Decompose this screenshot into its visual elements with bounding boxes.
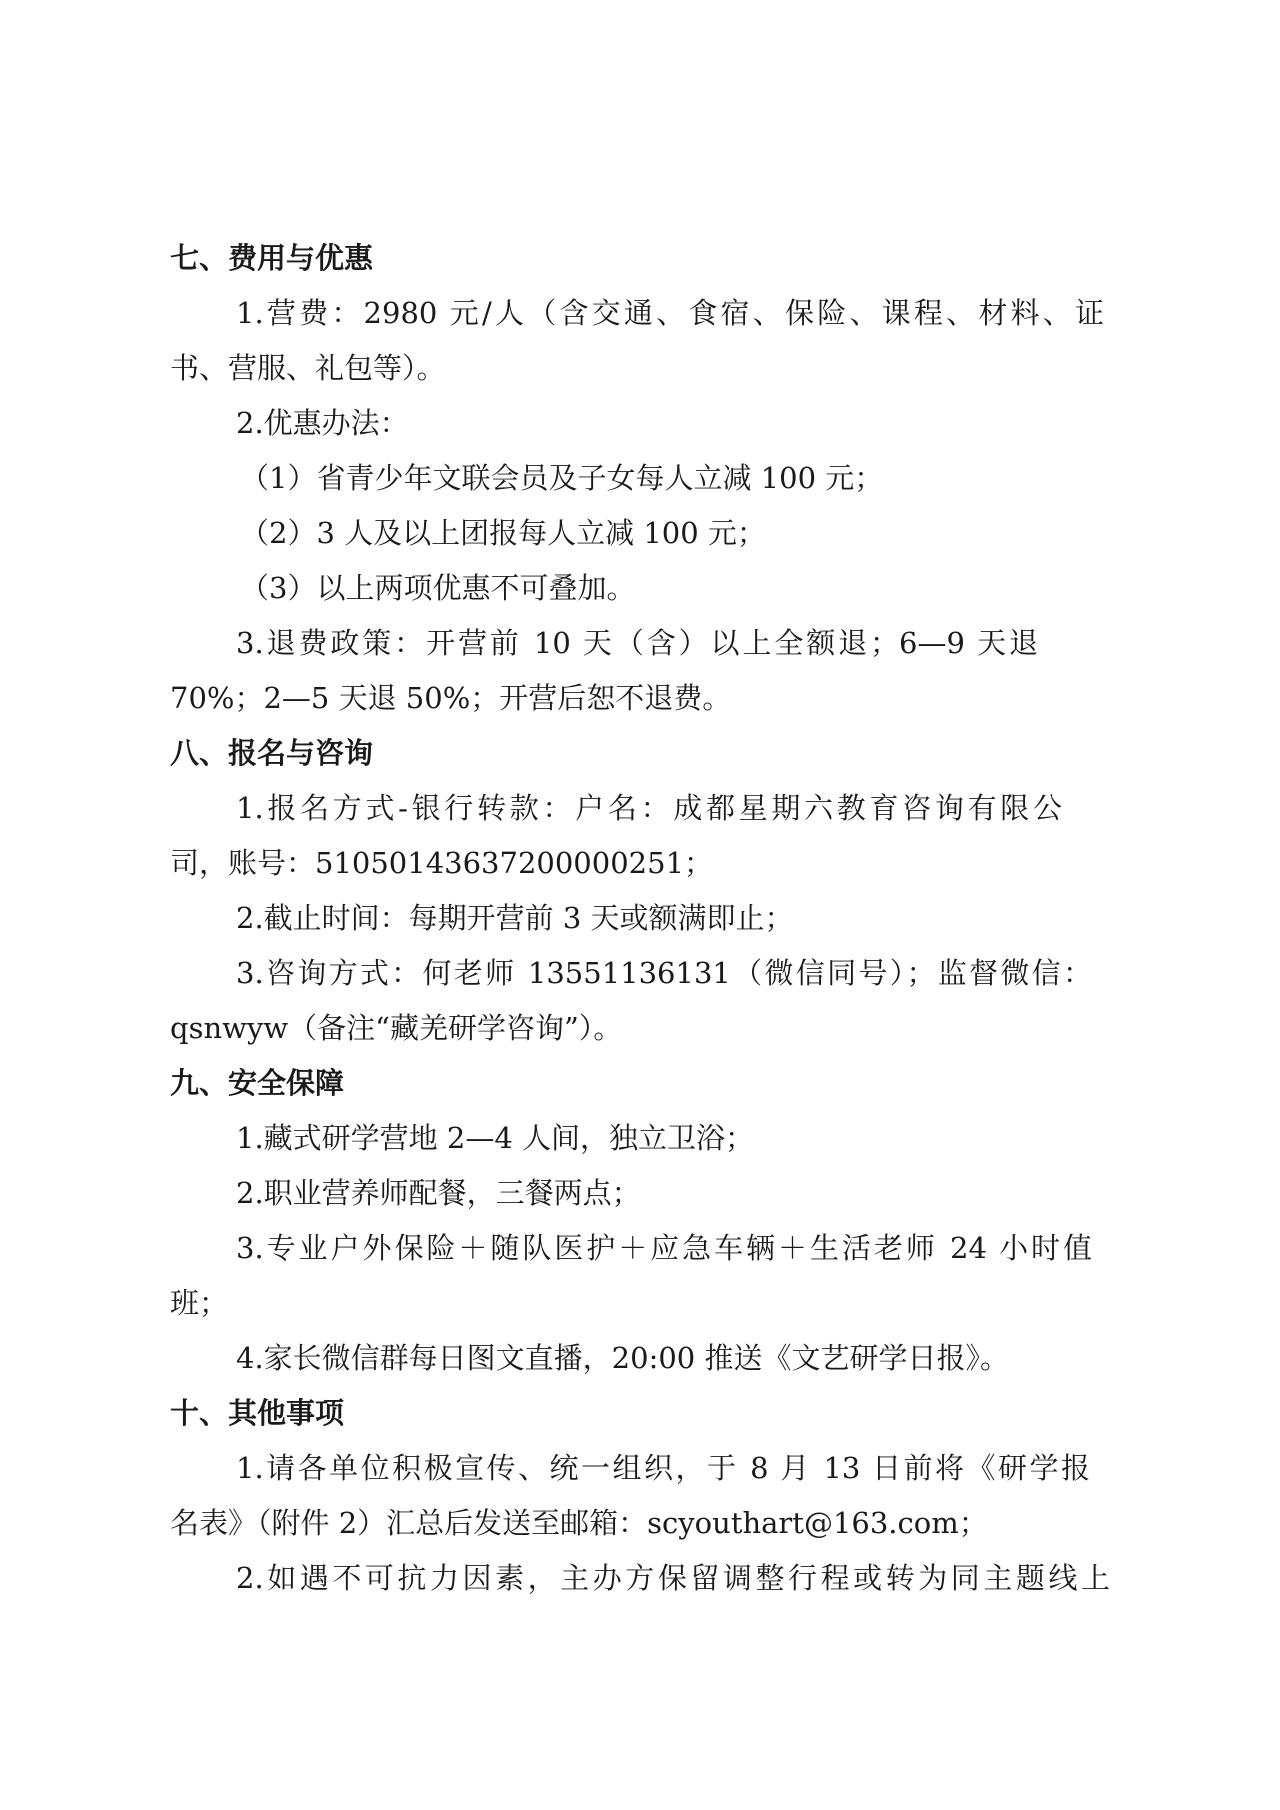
registration-line-2: 司，账号：51050143637200000251； — [170, 846, 714, 880]
section-heading-registration: 八、报名与咨询 — [170, 736, 374, 770]
safety-line-3: 3.专业户外保险＋随队医护＋应急车辆＋生活老师 24 小时值 — [236, 1231, 1092, 1265]
other-line-2: 名表》（附件 2）汇总后发送至邮箱：scyouthart@163.com； — [170, 1506, 988, 1540]
safety-line-4: 班； — [170, 1286, 229, 1320]
safety-line-1: 1.藏式研学营地 2—4 人间，独立卫浴； — [236, 1121, 755, 1155]
contact-line-2: qsnwyw（备注“藏羌研学咨询”）。 — [170, 1011, 623, 1045]
section-heading-fees: 七、费用与优惠 — [170, 241, 374, 275]
other-line-1: 1.请各单位积极宣传、统一组织，于 8 月 13 日前将《研学报 — [236, 1451, 1090, 1485]
registration-line-1: 1.报名方式-银行转款：户名：成都星期六教育咨询有限公 — [236, 791, 1062, 825]
deadline-line: 2.截止时间：每期开营前 3 天或额满即止； — [236, 901, 794, 935]
discount-title: 2.优惠办法： — [236, 406, 409, 440]
section-heading-safety: 九、安全保障 — [170, 1066, 345, 1100]
safety-line-5: 4.家长微信群每日图文直播，20:00 推送《文艺研学日报》。 — [236, 1341, 1009, 1375]
section-heading-other: 十、其他事项 — [170, 1396, 345, 1430]
discount-item-2: （2）3 人及以上团报每人立减 100 元； — [240, 516, 766, 550]
discount-item-3: （3）以上两项优惠不可叠加。 — [240, 571, 636, 605]
refund-line-1: 3.退费政策：开营前 10 天（含）以上全额退；6—9 天退 — [236, 626, 1038, 660]
discount-item-1: （1）省青少年文联会员及子女每人立减 100 元； — [240, 461, 884, 495]
refund-line-2: 70%；2—5 天退 50%；开营后恕不退费。 — [170, 681, 732, 715]
other-line-3: 2.如遇不可抗力因素，主办方保留调整行程或转为同主题线上 — [236, 1561, 1110, 1595]
contact-line-1: 3.咨询方式：何老师 13551136131（微信同号）；监督微信： — [236, 956, 1092, 990]
fee-line-2: 书、营服、礼包等）。 — [170, 351, 446, 385]
fee-line-1: 1.营费：2980 元/人（含交通、食宿、保险、课程、材料、证 — [236, 296, 1104, 330]
safety-line-2: 2.职业营养师配餐，三餐两点； — [236, 1176, 641, 1210]
